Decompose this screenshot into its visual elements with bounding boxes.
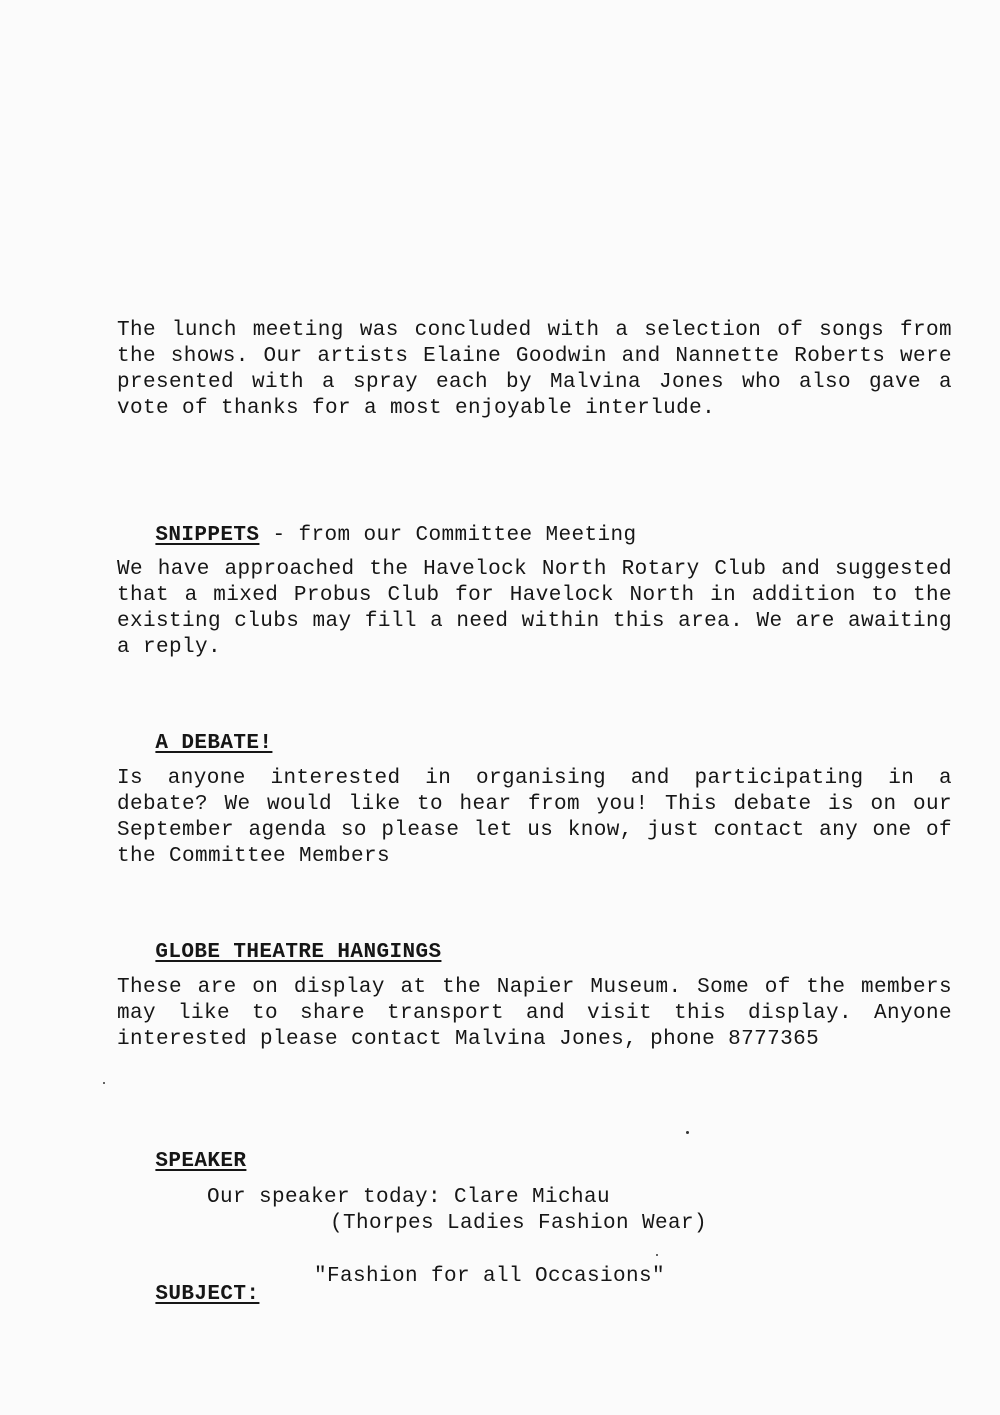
subject-heading: SUBJECT: bbox=[155, 1283, 260, 1306]
lunch-meeting-paragraph: The lunch meeting was concluded with a selection of songs from the shows. Our artists Elaine Goodwin and Nannette Roberts were presented with a spray each by Malvina Jones who also gave a vote of thanks for a most enjoyable interlude. bbox=[117, 319, 952, 420]
speaker-name-line: Our speaker today: Clare Michau bbox=[207, 1186, 611, 1209]
speaker-company-line: (Thorpes Ladies Fashion Wear) bbox=[330, 1212, 708, 1235]
speaker-heading: SPEAKER bbox=[155, 1150, 247, 1173]
debate-paragraph: Is anyone interested in organising and participating in a debate? We would like to hear from you! This debate is on our September agenda so please let us know, just contact any one of the Committee Members bbox=[117, 767, 952, 868]
subject-heading-line bbox=[117, 1264, 259, 1326]
snippets-subheading: - from our Committee Meeting bbox=[259, 524, 637, 547]
scan-speck bbox=[103, 1082, 105, 1084]
globe-paragraph: These are on display at the Napier Museum. Some of the members may like to share transport and visit this display. Anyone interested please contact Malvina Jones, phone 8777365 bbox=[117, 976, 952, 1051]
subject-value: "Fashion for all Occasions" bbox=[314, 1265, 666, 1288]
snippets-paragraph: We have approached the Havelock North Rotary Club and suggested that a mixed Probus Club for Havelock North in addition to the existing clubs may fill a need within this area. We are awaiting a reply. bbox=[117, 558, 952, 659]
speaker-heading-line bbox=[117, 1131, 246, 1193]
scan-speck bbox=[686, 1131, 689, 1134]
snippets-heading: SNIPPETS bbox=[155, 524, 260, 547]
globe-heading: GLOBE THEATRE HANGINGS bbox=[155, 941, 442, 964]
debate-heading: A DEBATE! bbox=[155, 732, 273, 755]
scan-speck bbox=[656, 1254, 658, 1256]
